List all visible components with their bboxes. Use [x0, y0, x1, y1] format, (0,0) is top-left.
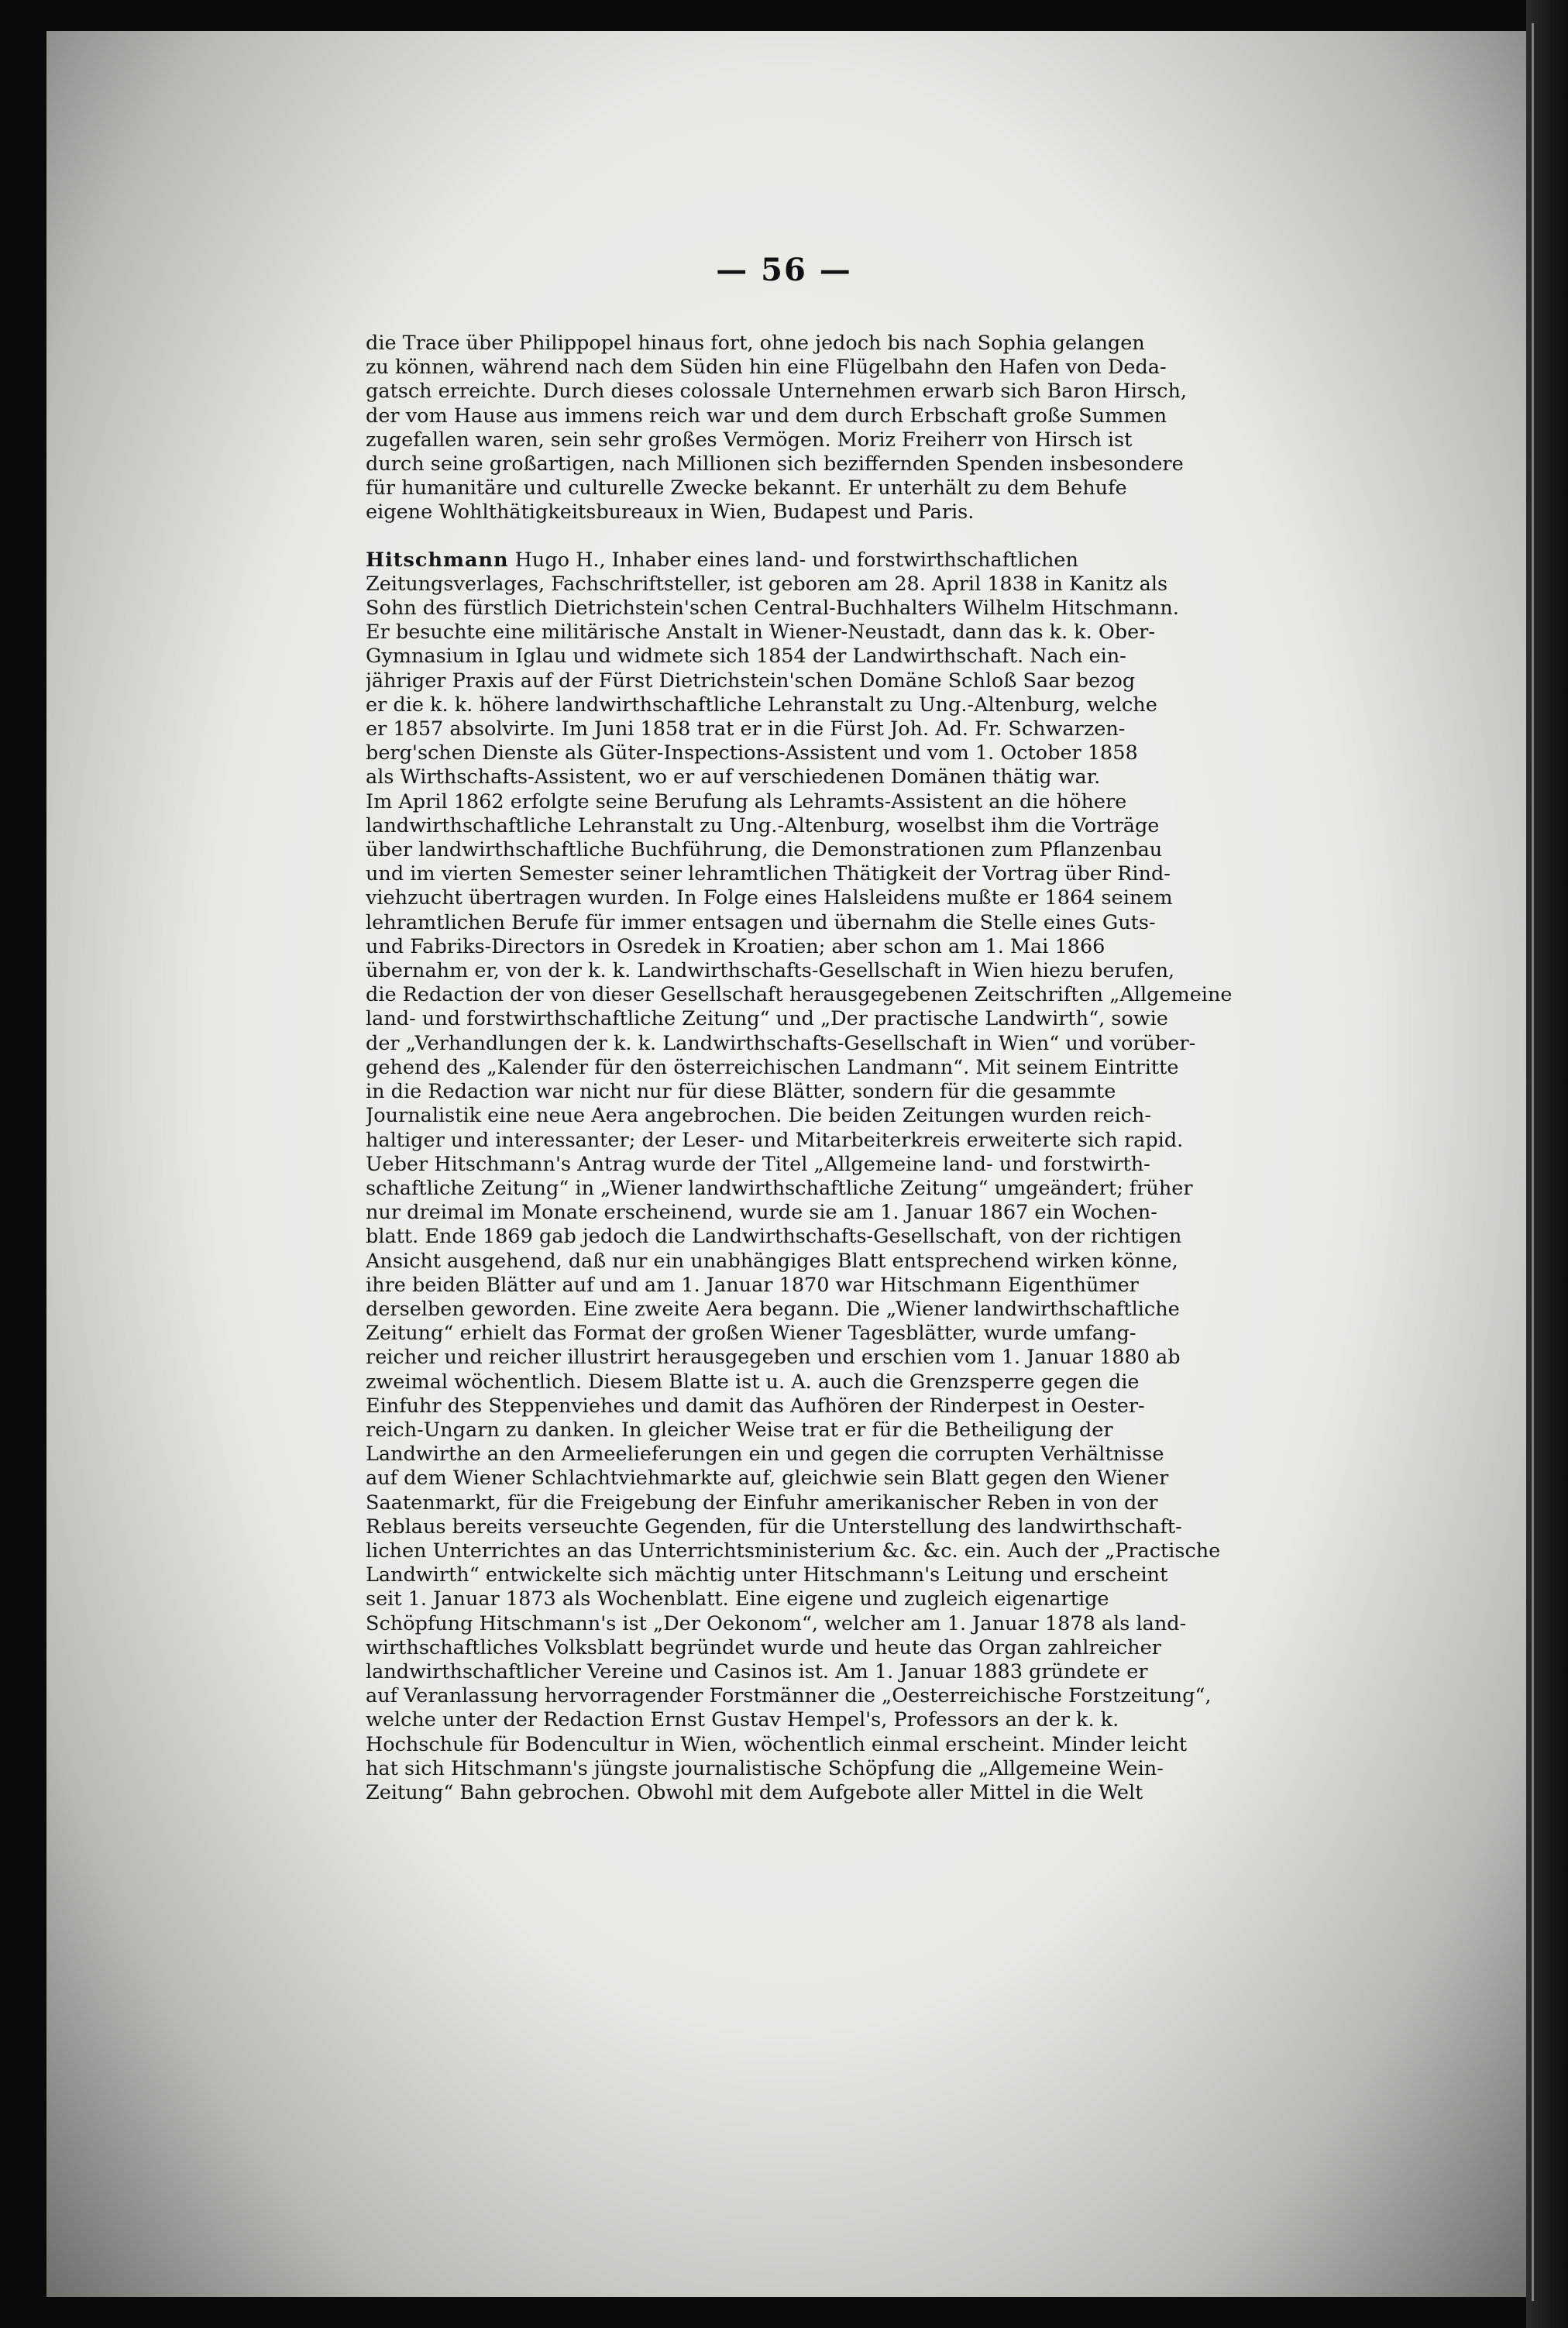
text-line: welche unter der Redaction Ernst Gustav Hempel's, Professors an der k. k. [366, 1708, 1119, 1732]
text-line: übernahm er, von der k. k. Landwirthschafts-Gesellschaft in Wien hiezu berufen, [366, 959, 1175, 983]
text-line: haltiger und interessanter; der Leser- und Mitarbeiterkreis erweiterte sich rapid. [366, 1128, 1184, 1152]
entry-first-line [366, 548, 1350, 573]
text-line: viehzucht übertragen wurden. In Folge eines Halsleidens mußte er 1864 seinem [366, 886, 1173, 910]
text-line: Saatenmarkt, für die Freigebung der Einfuhr amerikanischer Reben in von der [366, 1491, 1158, 1515]
text-line: gehend des „Kalender für den österreichischen Landmann“. Mit seinem Eintritte [366, 1055, 1179, 1079]
text-line: er die k. k. höhere landwirthschaftliche Lehranstalt zu Ung.-Altenburg, welche [366, 693, 1157, 717]
text-line: Zeitungsverlages, Fachschriftsteller, ist geboren am 28. April 1838 in Kanitz als [366, 572, 1168, 596]
text-line: Ueber Hitschmann's Antrag wurde der Titel „Allgemeine land- und forstwirth- [366, 1152, 1150, 1176]
text-line: in die Redaction war nicht nur für diese Blätter, sondern für die gesammte [366, 1080, 1116, 1104]
text-line: lichen Unterrichtes an das Unterrichtsministerium &c. &c. ein. Auch der „Practische [366, 1539, 1221, 1563]
text-line: lehramtlichen Berufe für immer entsagen und übernahm die Stelle eines Guts- [366, 910, 1156, 934]
text-line: Zeitung“ Bahn gebrochen. Obwohl mit dem Aufgebote aller Mittel in die Welt [366, 1780, 1143, 1804]
text-line: blatt. Ende 1869 gab jedoch die Landwirthschafts-Gesellschaft, von der richtigen [366, 1225, 1182, 1249]
text-line: landwirthschaftliche Lehranstalt zu Ung.-Altenburg, woselbst ihm die Vorträge [366, 813, 1160, 837]
text-line: hat sich Hitschmann's jüngste journalistische Schöpfung die „Allgemeine Wein- [366, 1756, 1164, 1780]
text-line: nur dreimal im Monate erscheinend, wurde sie am 1. Januar 1867 ein Wochen- [366, 1201, 1157, 1225]
text-line: land- und forstwirthschaftliche Zeitung“ und „Der practische Landwirth“, sowie [366, 1007, 1168, 1031]
text-line: durch seine großartigen, nach Millionen sich beziffernden Spenden insbesondere [366, 452, 1184, 476]
text-line: zweimal wöchentlich. Diesem Blatte ist u. A. auch die Grenzsperre gegen die [366, 1370, 1140, 1394]
text-line: Gymnasium in Iglau und widmete sich 1854 der Landwirthschaft. Nach ein- [366, 645, 1126, 669]
text-line: Schöpfung Hitschmann's ist „Der Oekonom“, welcher am 1. Januar 1878 als land- [366, 1611, 1187, 1635]
text-line: Hochschule für Bodencultur in Wien, wöchentlich einmal erscheint. Minder leicht [366, 1732, 1188, 1756]
text-line: Landwirthe an den Armeelieferungen ein und gegen die corrupten Verhältnisse [366, 1443, 1164, 1467]
text-line: Einfuhr des Steppenviehes und damit das Aufhören der Rinderpest in Oester- [366, 1394, 1145, 1418]
text-line: er 1857 absolvirte. Im Juni 1858 trat er in die Fürst Joh. Ad. Fr. Schwarzen- [366, 717, 1126, 741]
text-line: berg'schen Dienste als Güter-Inspections-Assistent und vom 1. October 1858 [366, 741, 1138, 765]
text-line: auf dem Wiener Schlachtviehmarkte auf, gleichwie sein Blatt gegen den Wiener [366, 1467, 1169, 1491]
text-line: Landwirth“ entwickelte sich mächtig unter Hitschmann's Leitung und erscheint [366, 1563, 1168, 1587]
text-line: reicher und reicher illustrirt herausgegeben und erschien vom 1. Januar 1880 ab [366, 1346, 1181, 1370]
text-line: die Redaction der von dieser Gesellschaft herausgegebenen Zeitschriften „Allgemeine [366, 983, 1233, 1007]
entry-first-line-rest: Hugo H., Inhaber eines land- und forstwirthschaftlichen [508, 548, 1078, 572]
text-line: der „Verhandlungen der k. k. Landwirthschafts-Gesellschaft in Wien“ und vorüber- [366, 1031, 1196, 1055]
text-line: derselben geworden. Eine zweite Aera begann. Die „Wiener landwirthschaftliche [366, 1297, 1180, 1321]
text-line: Zeitung“ erhielt das Format der großen Wiener Tagesblätter, wurde umfang- [366, 1322, 1136, 1346]
entry-headword: Hitschmann [366, 548, 509, 572]
text-line: jähriger Praxis auf der Fürst Dietrichstein'schen Domäne Schloß Saar bezog [366, 669, 1136, 693]
text-line: Er besuchte eine militärische Anstalt in Wiener-Neustadt, dann das k. k. Ober- [366, 621, 1155, 645]
scan-edge-line [1532, 23, 1534, 2301]
text-line: die Trace über Philippopel hinaus fort, ohne jedoch bis nach Sophia gelangen [366, 332, 1145, 355]
text-line: als Wirthschafts-Assistent, wo er auf verschiedenen Domänen thätig war. [366, 765, 1101, 789]
text-line: Reblaus bereits verseuchte Gegenden, für die Unterstellung des landwirthschaft- [366, 1515, 1182, 1539]
text-line: der vom Hause aus immens reich war und dem durch Erbschaft große Summen [366, 404, 1167, 428]
text-line: Im April 1862 erfolgte seine Berufung als Lehramts-Assistent an die höhere [366, 789, 1127, 813]
text-line: seit 1. Januar 1873 als Wochenblatt. Eine eigene und zugleich eigenartige [366, 1587, 1109, 1611]
text-line: landwirthschaftlicher Vereine und Casinos ist. Am 1. Januar 1883 gründete er [366, 1659, 1148, 1683]
page-number: — 56 — [716, 252, 852, 288]
paragraph-hitschmann-entry [366, 548, 1350, 1806]
text-line: und Fabriks-Directors in Osredek in Kroatien; aber schon am 1. Mai 1866 [366, 934, 1106, 958]
text-line: Journalistik eine neue Aera angebrochen. Die beiden Zeitungen wurden reich- [366, 1104, 1151, 1128]
text-line: Sohn des fürstlich Dietrichstein'schen Central-Buchhalters Wilhelm Hitschmann. [366, 597, 1179, 621]
text-line: für humanitäre und culturelle Zwecke bekannt. Er unterhält zu dem Behufe [366, 476, 1127, 500]
text-line: gatsch erreichte. Durch dieses colossale Unternehmen erwarb sich Baron Hirsch, [366, 380, 1187, 404]
text-line: schaftliche Zeitung“ in „Wiener landwirthschaftliche Zeitung“ umgeändert; früher [366, 1176, 1193, 1200]
body-text [366, 332, 1350, 1805]
text-line: auf Veranlassung hervorragender Forstmänner die „Oesterreichische Forstzeitung“, [366, 1684, 1212, 1708]
text-line: Ansicht ausgehend, daß nur ein unabhängiges Blatt entsprechend wirken könne, [366, 1249, 1178, 1273]
text-line: eigene Wohlthätigkeitsbureaux in Wien, Budapest und Paris. [366, 500, 975, 524]
text-line: zu können, während nach dem Süden hin eine Flügelbahn den Hafen von Deda- [366, 356, 1167, 380]
text-line: wirthschaftliches Volksblatt begründet wurde und heute das Organ zahlreicher [366, 1635, 1161, 1659]
text-line: über landwirthschaftliche Buchführung, die Demonstrationen zum Pflanzenbau [366, 838, 1163, 862]
text-line: zugefallen waren, sein sehr großes Vermögen. Moriz Freiherr von Hirsch ist [366, 428, 1133, 452]
text-line: reich-Ungarn zu danken. In gleicher Weise trat er für die Betheiligung der [366, 1418, 1113, 1442]
paragraph-hirsch-continuation [366, 332, 1350, 525]
text-line: ihre beiden Blätter auf und am 1. Januar 1870 war Hitschmann Eigenthümer [366, 1273, 1139, 1297]
text-line: und im vierten Semester seiner lehramtlichen Thätigkeit der Vortrag über Rind- [366, 862, 1171, 886]
